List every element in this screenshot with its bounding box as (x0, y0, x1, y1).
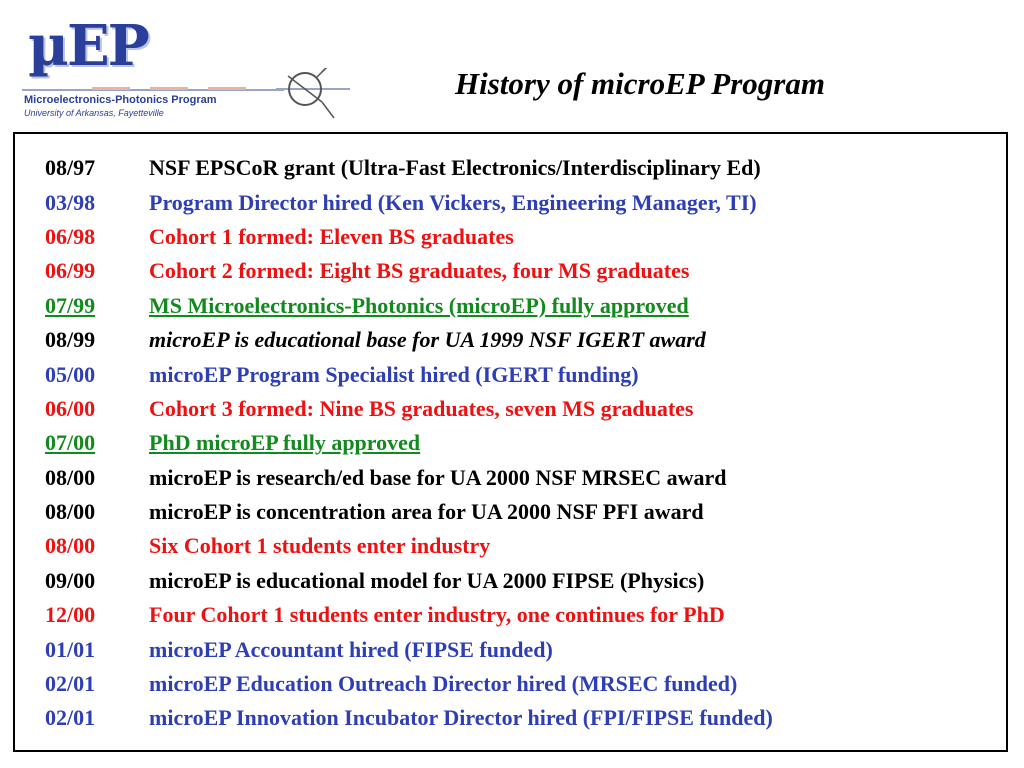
entry-date: 08/00 (45, 464, 96, 490)
entry-date: 08/97 (45, 155, 96, 181)
entry-text: microEP Education Outreach Director hired (MRSEC funded) (149, 671, 738, 697)
logo-university: University of Arkansas, Fayetteville (24, 108, 164, 118)
entry-text: MS Microelectronics-Photonics (microEP) fully approved (149, 292, 689, 318)
timeline-entry (45, 667, 773, 701)
entry-text: NSF EPSCoR grant (Ultra-Fast Electronics/Interdisciplinary Ed) (149, 155, 761, 181)
entry-text: microEP is concentration area for UA 2000 NSF PFI award (149, 499, 704, 525)
entry-text: Program Director hired (Ken Vickers, Engineering Manager, TI) (149, 189, 757, 215)
entry-date: 08/00 (45, 499, 96, 525)
entry-date: 08/00 (45, 533, 96, 559)
timeline-entry (45, 495, 773, 529)
entry-date: 08/99 (45, 327, 96, 353)
timeline-entry (45, 151, 773, 185)
timeline-entry (45, 701, 773, 735)
program-logo (22, 14, 352, 124)
entry-date: 02/01 (45, 705, 96, 731)
entry-date: 03/98 (45, 189, 96, 215)
entry-date: 12/00 (45, 602, 96, 628)
timeline-entry (45, 185, 773, 219)
entry-text: Cohort 3 formed: Nine BS graduates, seven MS graduates (149, 395, 694, 421)
entry-text: microEP Program Specialist hired (IGERT funding) (149, 361, 639, 387)
timeline-entry (45, 357, 773, 391)
entry-text: Four Cohort 1 students enter industry, one continues for PhD (149, 602, 725, 628)
timeline-entry (45, 426, 773, 460)
photonics-circle-icon (276, 68, 350, 129)
logo-program-name: Microelectronics-Photonics Program (24, 94, 217, 106)
timeline-entry (45, 598, 773, 632)
entry-text: Cohort 2 formed: Eight BS graduates, four MS graduates (149, 258, 690, 284)
timeline-entry (45, 529, 773, 563)
timeline-entry (45, 220, 773, 254)
entry-text: Six Cohort 1 students enter industry (149, 533, 491, 559)
timeline-entry (45, 323, 773, 357)
timeline-entry (45, 461, 773, 495)
timeline-list (45, 151, 773, 736)
entry-text: PhD microEP fully approved (149, 430, 421, 456)
entry-text: microEP Accountant hired (FIPSE funded) (149, 636, 553, 662)
entry-text: microEP is educational base for UA 1999 NSF IGERT award (149, 327, 706, 353)
timeline-entry (45, 254, 773, 288)
entry-date: 06/00 (45, 395, 96, 421)
entry-text: microEP Innovation Incubator Director hired (FPI/FIPSE funded) (149, 705, 773, 731)
timeline-entry (45, 564, 773, 598)
entry-date: 06/99 (45, 258, 96, 284)
entry-date: 09/00 (45, 567, 96, 593)
entry-text: Cohort 1 formed: Eleven BS graduates (149, 223, 514, 249)
entry-date: 02/01 (45, 671, 96, 697)
timeline-entry (45, 289, 773, 323)
entry-text: microEP is educational model for UA 2000 FIPSE (Physics) (149, 567, 705, 593)
entry-date: 07/00 (45, 430, 96, 456)
entry-date: 06/98 (45, 223, 96, 249)
entry-text: microEP is research/ed base for UA 2000 NSF MRSEC award (149, 464, 727, 490)
timeline-entry (45, 392, 773, 426)
logo-mark: µEP (28, 13, 148, 79)
timeline-frame (13, 132, 1008, 752)
page-title: History of microEP Program (455, 66, 825, 101)
entry-date: 07/99 (45, 292, 96, 318)
entry-date: 01/01 (45, 636, 96, 662)
entry-date: 05/00 (45, 361, 96, 387)
timeline-entry (45, 632, 773, 666)
